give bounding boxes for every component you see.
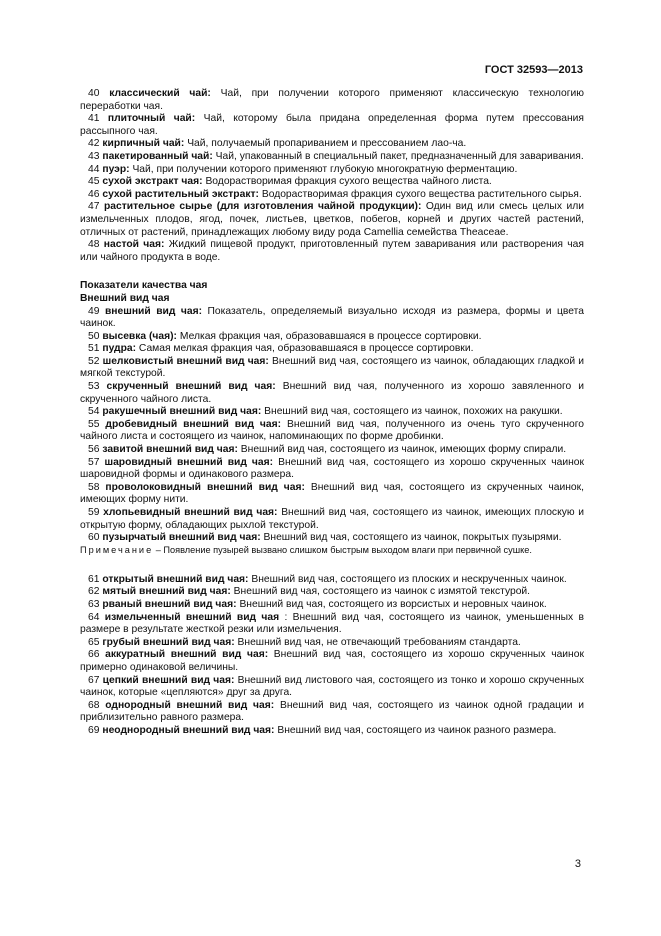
term-definition: Чай, получаемый пропариванием и прессованием лао-ча. <box>187 138 467 150</box>
document-header: ГОСТ 32593—2013 <box>484 64 583 76</box>
term-entry-67 <box>80 675 584 700</box>
term-name: пузырчатый внешний вид чая: <box>102 532 261 544</box>
term-entry-54 <box>80 406 584 419</box>
terms-group-49-60 <box>80 306 584 545</box>
term-name: измельченный внешний вид чая <box>104 611 280 623</box>
term-number: 49 <box>88 305 100 317</box>
term-entry-53 <box>80 381 584 406</box>
term-entry-51 <box>80 343 584 356</box>
term-number: 53 <box>88 381 100 393</box>
term-name: шелковистый внешний вид чая: <box>102 355 269 367</box>
terms-group-40-48 <box>80 88 584 264</box>
term-definition: Один вид или смесь целых или измельченных плодов, ягод, почек, листьев, цветков, побегов, корней и других частей растений, отличных от растений, принадлежащих любому виду рода Camellia семейства Theaceae. <box>80 201 584 238</box>
term-entry-42 <box>80 138 584 151</box>
term-name: хлопьевидный внешний вид чая: <box>103 507 278 518</box>
term-number: 60 <box>88 532 100 544</box>
term-name: кирпичный чай: <box>102 138 185 150</box>
term-definition: Чай, которому была придана определенная форма путем прессования рассыпного чая. <box>80 113 584 137</box>
document-body <box>80 88 584 738</box>
term-entry-64 <box>80 612 584 637</box>
term-entry-50 <box>80 331 584 344</box>
term-name: открытый внешний вид чая: <box>102 573 249 585</box>
term-definition: Внешний вид чая, состоящего из чаинок с измятой текстурой. <box>233 586 531 598</box>
term-name: пакетированный чай: <box>102 150 213 162</box>
term-number: 41 <box>88 113 100 125</box>
term-number: 66 <box>88 649 100 661</box>
term-entry-52 <box>80 356 584 381</box>
term-entry-40 <box>80 88 584 113</box>
term-name: настой чая: <box>103 239 165 251</box>
term-definition: Чай, при получении которого применяют классическую технологию переработки чая. <box>80 88 584 112</box>
term-entry-46 <box>80 189 584 202</box>
term-number: 55 <box>88 418 100 430</box>
term-number: 56 <box>88 444 100 456</box>
term-number: 65 <box>88 636 100 648</box>
term-definition: Мелкая фракция чая, образовавшаяся в процессе сортировки. <box>179 330 482 342</box>
term-number: 62 <box>88 586 100 598</box>
term-name: рваный внешний вид чая: <box>102 598 237 610</box>
term-definition: Внешний вид чая, состоящего из чаинок одной градации и приблизительно равного размера. <box>80 699 584 724</box>
term-entry-60 <box>80 532 584 545</box>
term-entry-44 <box>80 164 584 177</box>
term-entry-69 <box>80 725 584 738</box>
term-entry-61 <box>80 574 584 587</box>
term-name: сухой экстракт чая: <box>102 176 203 188</box>
term-entry-43 <box>80 151 584 164</box>
term-number: 61 <box>88 573 100 585</box>
term-number: 43 <box>88 150 100 162</box>
term-definition: Внешний вид чая, состоящего из скрученных чаинок, имеющих форму нити. <box>80 481 584 506</box>
term-number: 48 <box>88 239 100 251</box>
term-definition: Внешний вид чая, состоящего из чаинок разного размера. <box>277 724 557 736</box>
term-number: 54 <box>88 406 100 418</box>
term-name: неоднородный внешний вид чая: <box>102 724 275 736</box>
term-name: сухой растительный экстракт: <box>102 188 259 200</box>
term-entry-63 <box>80 599 584 612</box>
term-definition: Показатель, определяемый визуально исходя из размера, формы и цвета чаинок. <box>80 305 584 330</box>
term-definition: Жидкий пищевой продукт, приготовленный путем заваривания или растворения чая или чайного продукта в воде. <box>80 239 584 263</box>
term-number: 51 <box>88 343 100 355</box>
term-entry-65 <box>80 637 584 650</box>
term-name: пудра: <box>102 343 137 355</box>
term-entry-45 <box>80 176 584 189</box>
term-entry-57 <box>80 457 584 482</box>
term-number: 40 <box>88 88 100 99</box>
term-entry-62 <box>80 586 584 599</box>
term-definition: Внешний вид чая, полученного из очень туго скрученного чайного листа и состоящего из чаинок, напоминающих по форме дробинки. <box>80 418 585 443</box>
term-definition: Внешний вид чая, не отвечающий требованиям стандарта. <box>237 636 521 648</box>
term-name: грубый внешний вид чая: <box>102 636 235 648</box>
term-number: 57 <box>88 456 100 468</box>
term-number: 47 <box>88 201 100 213</box>
term-entry-41 <box>80 113 584 138</box>
term-name: однородный внешний вид чая: <box>105 699 275 711</box>
term-name: классический чай: <box>109 88 211 99</box>
term-definition: Внешний вид чая, состоящего из чаинок, обладающих гладкой и мягкой текстурой. <box>80 355 584 380</box>
term-definition: Внешний вид чая, состоящего из чаинок, имеющих плоскую и открытую форму, обладающих рыхлой текстурой. <box>80 507 584 531</box>
term-name: пуэр: <box>102 163 130 175</box>
term-number: 63 <box>88 598 100 610</box>
term-definition: Внешний вид чая, состоящего из ворсистых и неровных чаинок. <box>239 598 547 610</box>
term-definition: Внешний вид чая, состоящего из чаинок, похожих на ракушки. <box>264 406 563 418</box>
term-name: цепкий внешний вид чая: <box>102 674 235 686</box>
term-name: высевка (чая): <box>102 330 177 342</box>
term-definition: Водорастворимая фракция сухого вещества растительного сырья. <box>261 188 582 200</box>
section-title: Показатели качества чая <box>80 280 208 292</box>
term-number: 64 <box>88 611 100 623</box>
term-number: 52 <box>88 355 100 367</box>
term-definition: Внешний вид чая, состоящего из хорошо скрученных чаинок примерно одинаковой величины. <box>80 649 584 673</box>
term-definition: Внешний вид чая, полученного из хорошо завяленного и скрученного чайного листа. <box>80 381 584 405</box>
term-number: 50 <box>88 330 100 342</box>
term-definition: Внешний вид чая, состоящего из хорошо скрученных чаинок шаровидной формы и одинакового размера. <box>80 456 584 481</box>
section-subtitle: Внешний вид чая <box>80 292 170 304</box>
term-definition: Водорастворимая фракция сухого вещества чайного листа. <box>205 176 492 188</box>
term-entry-55 <box>80 419 584 444</box>
term-entry-68 <box>80 700 584 725</box>
term-definition: Внешний вид чая, состоящего из чаинок, имеющих форму спирали. <box>240 444 567 456</box>
term-entry-58 <box>80 482 584 507</box>
term-number: 69 <box>88 724 100 736</box>
page-number: 3 <box>574 858 581 870</box>
term-name: шаровидный внешний вид чая: <box>104 456 274 468</box>
note-text: – Появление пузырей вызвано слишком быстрым выходом влаги при первичной сушке. <box>155 544 532 555</box>
term-entry-56 <box>80 444 584 457</box>
term-name: аккуратный внешний вид чая: <box>105 649 269 661</box>
term-name: проволоковидный внешний вид чая: <box>105 481 305 493</box>
term-name: завитой внешний вид чая: <box>102 444 238 456</box>
term-name: скрученный внешний вид чая: <box>106 381 276 393</box>
term-entry-48 <box>80 239 584 264</box>
term-entry-59 <box>80 507 584 532</box>
term-definition: Чай, при получении которого применяют глубокую многократную ферментацию. <box>132 163 518 175</box>
term-definition: Внешний вид чая, состоящего из чаинок, покрытых пузырями. <box>263 532 562 544</box>
term-entry-49 <box>80 306 584 331</box>
term-number: 68 <box>88 699 100 711</box>
term-number: 45 <box>88 176 100 188</box>
term-number: 44 <box>88 163 100 175</box>
terms-group-61-69 <box>80 574 584 738</box>
term-definition: Чай, упакованный в специальный пакет, предназначенный для заваривания. <box>215 150 584 162</box>
term-definition: Внешний вид чая, состоящего из плоских и нескрученных чаинок. <box>251 573 567 585</box>
term-definition: Самая мелкая фракция чая, образовавшаяся в процессе сортировки. <box>138 343 474 355</box>
term-entry-66 <box>80 649 584 674</box>
note-label: Примечание <box>80 544 154 555</box>
term-number: 59 <box>88 507 100 518</box>
term-number: 58 <box>88 481 100 493</box>
term-number: 42 <box>88 138 100 150</box>
note <box>80 545 584 556</box>
term-name: внешний вид чая: <box>104 305 203 317</box>
term-definition: Внешний вид листового чая, состоящего из тонко и хорошо скрученных чаинок, которые «цепляются» друг за друга. <box>80 674 585 699</box>
term-number: 67 <box>88 674 100 686</box>
term-entry-47 <box>80 201 584 239</box>
term-name: растительное сырье (для изготовления чайной продукции): <box>103 201 422 213</box>
term-number: 46 <box>88 188 100 200</box>
term-definition: : Внешний вид чая, состоящего из чаинок, уменьшенных в размере в результате жесткой резки или измельчения. <box>80 611 584 636</box>
term-name: мятый внешний вид чая: <box>102 586 231 598</box>
term-name: дробевидный внешний вид чая: <box>105 418 282 430</box>
term-name: плиточный чай: <box>107 113 196 125</box>
term-name: ракушечный внешний вид чая: <box>102 406 262 418</box>
